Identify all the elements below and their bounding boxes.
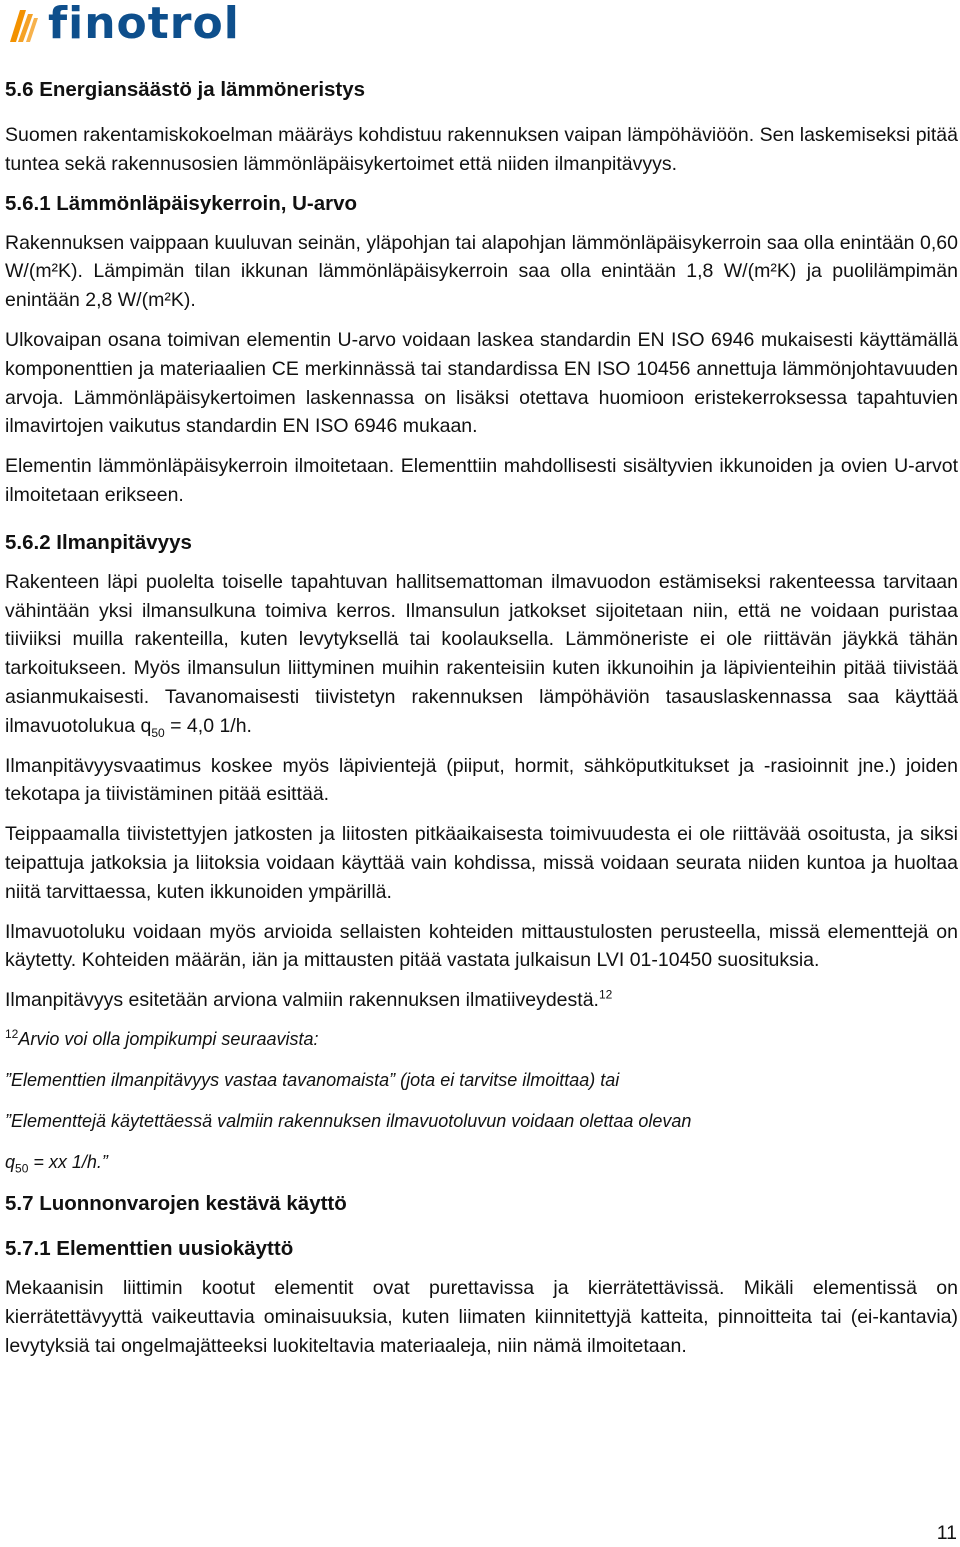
footnote-text: $q_{50}$ = xx 1/h.” xyxy=(5,1151,108,1176)
paragraph: Teippaamalla tiivistettyjen jatkosten ja liitosten pitkäaikaisesta toimivuudesta ei ole riittävää osoitusta, ja siksi teipattuja jatkoksia ja liitoksia voidaan käyttää vain kohdissa, missä voidaan seurata niiden kuntoa ja huoltaa niitä tarvittaessa, kuten ikkunoiden ympärillä. xyxy=(5,823,958,903)
footnote-text: ”Elementtien ilmanpitävyys vastaa tavanomaista” (jota ei tarvitse ilmoittaa) tai xyxy=(5,1069,620,1090)
logo-wordmark: finotrol xyxy=(48,0,240,49)
paragraph: Ilmanpitävyysvaatimus koskee myös läpivientejä (piiput, hormit, sähköputkitukset ja -rasioinnit jne.) joiden tekotapa ja tiivistäminen pitää esittää. xyxy=(5,754,958,806)
subscript: 50 xyxy=(15,1161,29,1176)
section-heading-5-7: 5.7 Luonnonvarojen kestävä käyttö xyxy=(5,1191,347,1215)
section-heading-5-6: 5.6 Energiansäästö ja lämmöneristys xyxy=(5,78,366,101)
footnote-number: 12 xyxy=(5,1026,19,1041)
paragraph: Ilmanpitävyys esitetään arviona valmiin rakennuksen ilmatiiveydestä.$^{12}$ xyxy=(5,987,613,1012)
document-body xyxy=(5,76,958,1371)
footnote-text: $^{12}$Arvio voi olla jompikumpi seuraavista: xyxy=(5,1026,319,1049)
paragraph: Elementin lämmönläpäisykerroin ilmoitetaan. Elementtiin mahdollisesti sisältyvien ikkunoiden ja ovien U-arvot ilmoitetaan erikseen. xyxy=(5,455,958,506)
paragraph: Suomen rakentamiskokoelman määräys kohdistuu rakennuksen vaipan lämpöhäviöön. Sen laskemiseksi pitää tuntea sekä rakennusosien lämmönläpäisykertoimet että niiden ilmanpitävyys. xyxy=(5,124,958,175)
company-logo xyxy=(6,0,240,49)
footnote-reference: 12 xyxy=(598,987,613,1002)
section-heading-5-6-1: 5.6.1 Lämmönläpäisykerroin, U-arvo xyxy=(5,191,358,215)
page-number: 11 xyxy=(936,1522,957,1544)
paragraph: Mekaanisin liittimin kootut elementit ovat purettavissa ja kierrätettävissä. Mikäli elementissä on kierrätettävyyttä vaikeuttavia ominaisuuksia, kuten liimaten kiinnitettyjä katteita, pinnoitteita tai (ei-kantavia) levytyksiä tai ongelmajätteeksi luokiteltavia materiaaleja, niin nämä ilmoitetaan. xyxy=(5,1276,958,1357)
section-heading-5-6-2: 5.6.2 Ilmanpitävyys xyxy=(5,530,192,554)
paragraph: Ilmavuotoluku voidaan myös arvioida sellaisten kohteiden mittaustulosten perusteella, missä elementtejä on käytetty. Kohteiden määrän, iän ja mittausten pitää vastata julkaisun LVI 01-10450 suosituksia. xyxy=(5,920,958,972)
logo-swoosh-icon xyxy=(6,4,46,44)
section-heading-5-7-1: 5.7.1 Elementtien uusiokäyttö xyxy=(5,1236,294,1260)
subscript: 50 xyxy=(151,725,165,740)
footnote-text: ”Elementtejä käytettäessä valmiin rakennuksen ilmavuotoluvun voidaan olettaa olevan xyxy=(5,1110,692,1131)
paragraph: Rakenteen läpi puolelta toiselle tapahtuvan hallitsemattoman ilmavuodon estämiseksi rakenteessa tarvitaan vähintään yksi ilmansulkuna toimiva kerros. Ilmansulun jatkokset sijoitetaan niin, että ne voidaan puristaa tiiviiksi muilla rakenteilla, kuten levytyksellä tai koolauksella. Lämmöneriste ei ole riittävän jäykkä tähän tarkoitukseen. Myös ilmansulun liittyminen muihin rakenteisiin kuten ikkunoihin ja läpivienteihin pitää tiivistää asianmukaisesti. Tavanomaisesti tiivistetyn rakennuksen lämpöhäviön tasauslaskennassa saa käyttää ilmavuotolukua $q_{50} = 4,0$ 1/h. xyxy=(5,570,958,740)
paragraph: Rakennuksen vaippaan kuuluvan seinän, yläpohjan tai alapohjan lämmönläpäisykerroin saa olla enintään 0,60 W/(m²K). Lämpimän tilan ikkunan lämmönläpäisykerroin saa olla enintään 1,8 W/(m²K) ja puolilämpimän enintään 2,8 W/(m²K). xyxy=(5,231,958,312)
paragraph: Ulkovaipan osana toimivan elementin U-arvo voidaan laskea standardin EN ISO 6946 mukaisesti käyttämällä komponenttien ja materiaalien CE merkinnässä tai standardissa EN ISO 10456 annettuja lämmönjohtavuuden arvoja. Lämmönläpäisykertoimen laskennassa on lisäksi otettava huomioon eristekerroksessa tapahtuvien ilmavirtojen vaikutus standardin EN ISO 6946 mukaan. xyxy=(5,328,958,438)
